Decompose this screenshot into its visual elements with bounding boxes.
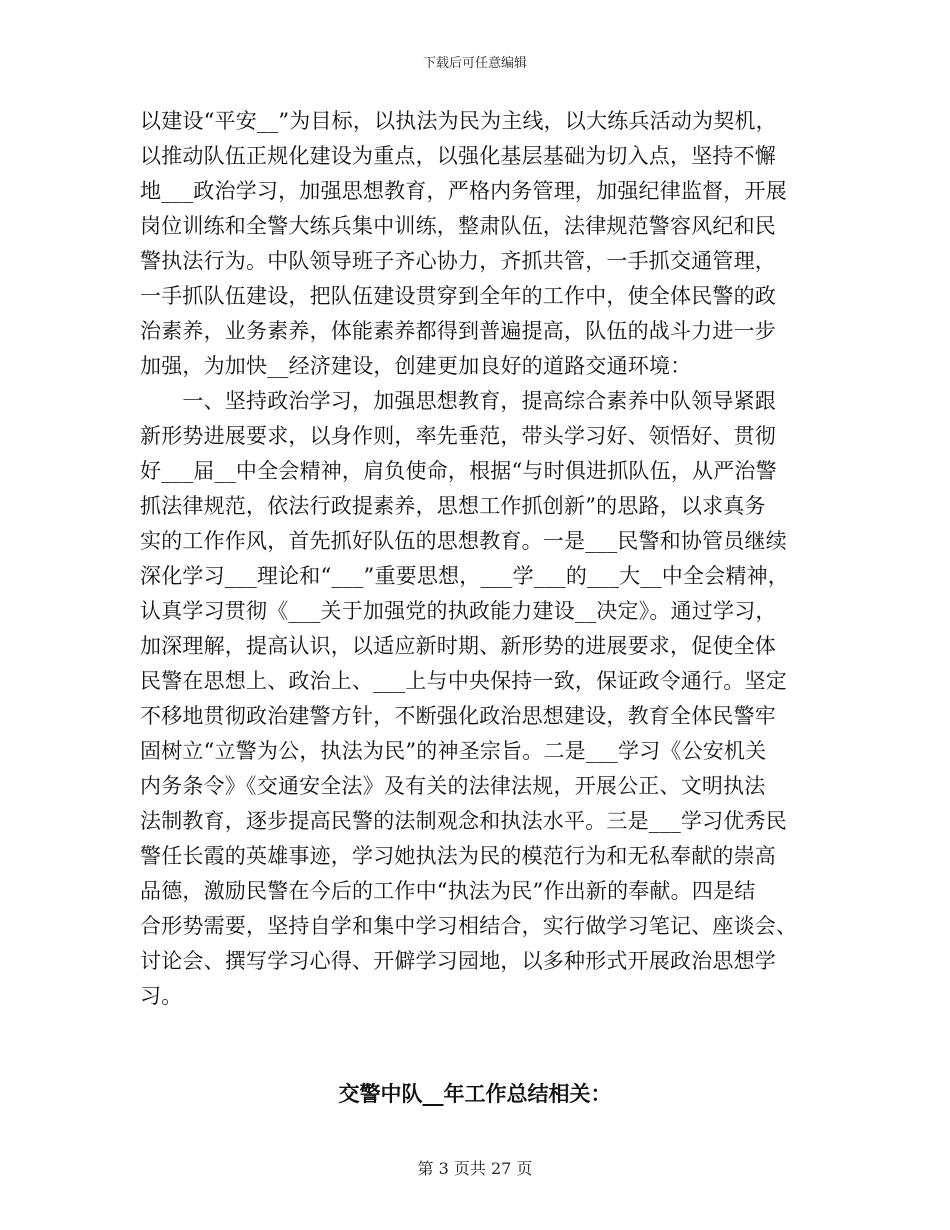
text-line: 实的工作作风，首先抓好队伍的思想教育。一是___民警和协管员继续 <box>140 529 787 553</box>
page-footer-number: 第 3 页共 27 页 <box>417 1159 533 1178</box>
text-line: 以推动队伍正规化建设为重点，以强化基层基础为切入点，坚持不懈 <box>140 144 776 168</box>
text-line: 岗位训练和全警大练兵集中训练，整肃队伍，法律规范警容风纪和民 <box>140 214 776 238</box>
text-line: 品德，激励民警在今后的工作中“执法为民”作出新的奉献。四是结 <box>140 879 756 903</box>
text-line: 习。 <box>140 984 183 1008</box>
text-line: 内务条令》《交通安全法》及有关的法律法规，开展公正、文明执法 <box>140 774 766 798</box>
text-line: 深化学习___理论和“___”重要思想，___学___的___大__中全会精神， <box>140 564 789 588</box>
text-line: 好___届__中全会精神，肩负使命，根据“与时俱进抓队伍，从严治警 <box>140 459 777 483</box>
text-line: 不移地贯彻政治建警方针，不断强化政治思想建设，教育全体民警牢 <box>140 704 776 728</box>
body-text <box>140 104 820 1014</box>
text-line: 地___政治学习，加强思想教育，严格内务管理，加强纪律监督，开展 <box>140 179 787 203</box>
text-line: 民警在思想上、政治上、___上与中央保持一致，保证政令通行。坚定 <box>140 669 787 693</box>
text-line: 警任长霞的英雄事迹，学习她执法为民的模范行为和无私奉献的崇高 <box>140 844 776 868</box>
text-line: 加强，为加快__经济建设，创建更加良好的道路交通环境： <box>140 354 692 378</box>
text-line: 法制教育，逐步提高民警的法制观念和执法水平。三是___学习优秀民 <box>140 809 787 833</box>
text-line: 合形势需要，坚持自学和集中学习相结合，实行做学习笔记、座谈会、 <box>140 914 798 938</box>
text-line: 一手抓队伍建设，把队伍建设贯穿到全年的工作中，使全体民警的政 <box>140 284 776 308</box>
page-header-note: 下载后可任意编辑 <box>422 56 527 71</box>
text-line: 新形势进展要求，以身作则，率先垂范，带头学习好、领悟好、贯彻 <box>140 424 776 448</box>
text-line: 加深理解，提高认识，以适应新时期、新形势的进展要求，促使全体 <box>140 634 776 658</box>
text-line: 以建设“平安__”为目标，以执法为民为主线，以大练兵活动为契机， <box>140 109 777 133</box>
text-line: 警执法行为。中队领导班子齐心协力，齐抓共管，一手抓交通管理， <box>140 249 776 273</box>
text-line: 认真学习贯彻《___关于加强党的执政能力建设__决定》。通过学习， <box>140 599 777 623</box>
section-heading: 交警中队__年工作总结相关： <box>338 1081 612 1106</box>
text-line: 固树立“立警为公，执法为民”的神圣宗旨。二是___学习《公安机关 <box>140 739 767 763</box>
text-line: 抓法律规范，依法行政提素养，思想工作抓创新”的思路，以求真务 <box>140 494 766 518</box>
text-line: 讨论会、撰写学习心得、开僻学习园地，以多种形式开展政治思想学 <box>140 949 776 973</box>
text-line: 一、坚持政治学习，加强思想教育，提高综合素养中队领导紧跟 <box>140 389 776 413</box>
text-line: 治素养，业务素养，体能素养都得到普遍提高，队伍的战斗力进一步 <box>140 319 776 343</box>
